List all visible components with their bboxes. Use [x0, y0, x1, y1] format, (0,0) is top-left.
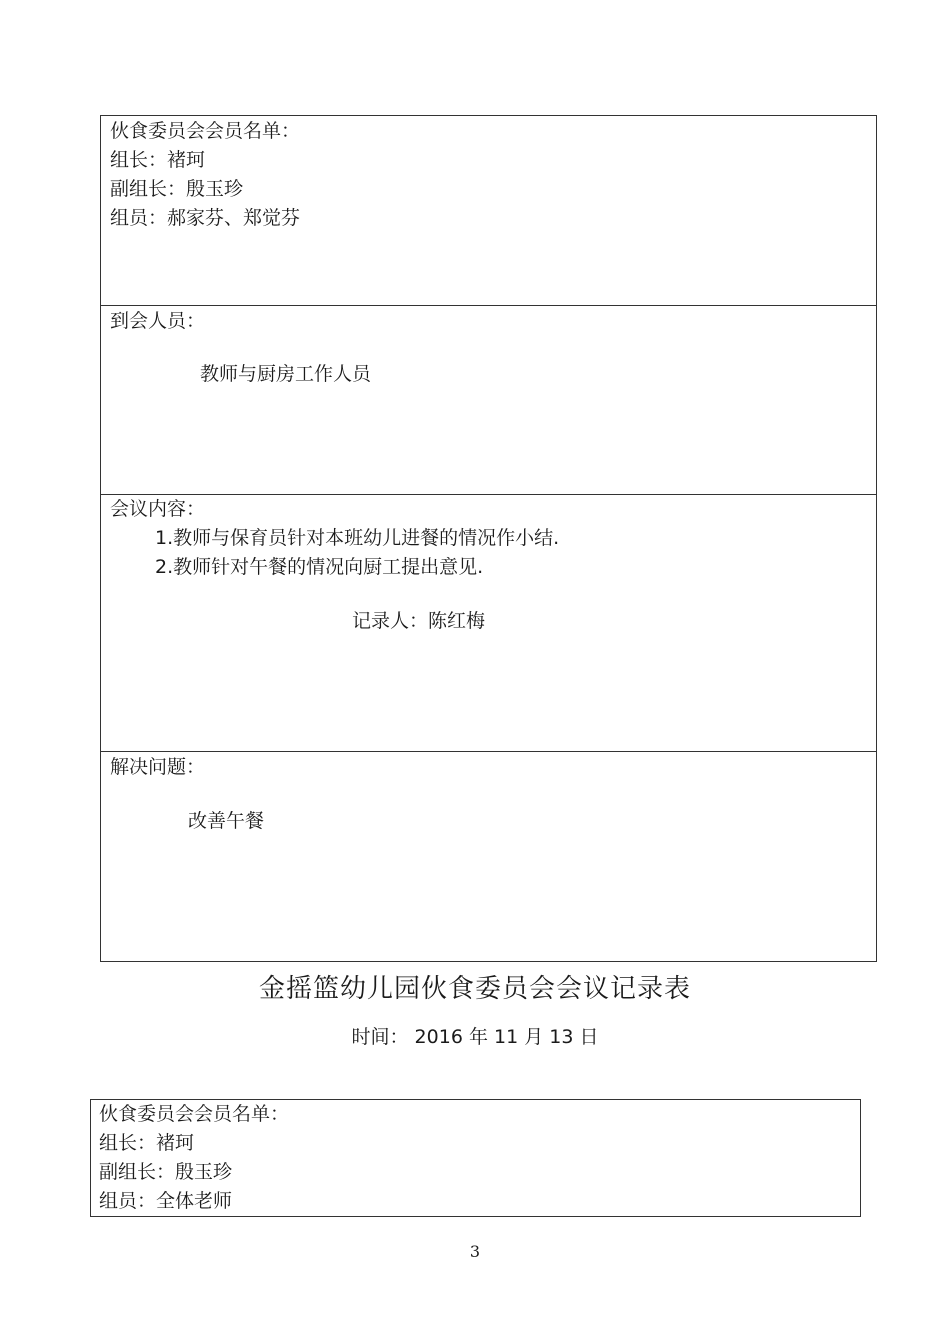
resolution-text: 改善午餐 — [188, 810, 265, 832]
content-section — [101, 494, 876, 752]
content-item-2: 2.教师针对午餐的情况向厨工提出意见. — [155, 556, 484, 578]
recorder-line: 记录人：陈红梅 — [352, 610, 486, 632]
leader-line: 组长：褚珂 — [110, 149, 206, 171]
meeting-record-table-2 — [90, 1099, 861, 1217]
members-heading: 伙食委员会会员名单： — [110, 120, 301, 142]
members-line: 组员：郝家芬、郑觉芬 — [110, 207, 301, 229]
resolution-section — [101, 751, 876, 962]
members-section — [101, 116, 876, 305]
content-heading: 会议内容： — [110, 498, 206, 520]
content-item-1: 1.教师与保育员针对本班幼儿进餐的情况作小结. — [155, 527, 560, 549]
attendees-section — [101, 305, 876, 495]
page-title: 金摇篮幼儿园伙食委员会会议记录表 — [258, 974, 691, 1004]
members-line: 组员：全体老师 — [99, 1190, 233, 1212]
leader-line: 组长：褚珂 — [99, 1132, 195, 1154]
members-heading: 伙食委员会会员名单： — [99, 1103, 290, 1125]
vice-leader-line: 副组长：殷玉珍 — [99, 1161, 233, 1183]
attendees-text: 教师与厨房工作人员 — [200, 363, 372, 385]
vice-leader-line: 副组长：殷玉珍 — [110, 178, 244, 200]
attendees-heading: 到会人员： — [110, 310, 206, 332]
meeting-date: 时间： 2016 年 11 月 13 日 — [351, 1026, 599, 1048]
resolution-heading: 解决问题： — [110, 756, 206, 778]
page-number: 3 — [469, 1242, 481, 1261]
meeting-record-table-1 — [100, 115, 877, 962]
